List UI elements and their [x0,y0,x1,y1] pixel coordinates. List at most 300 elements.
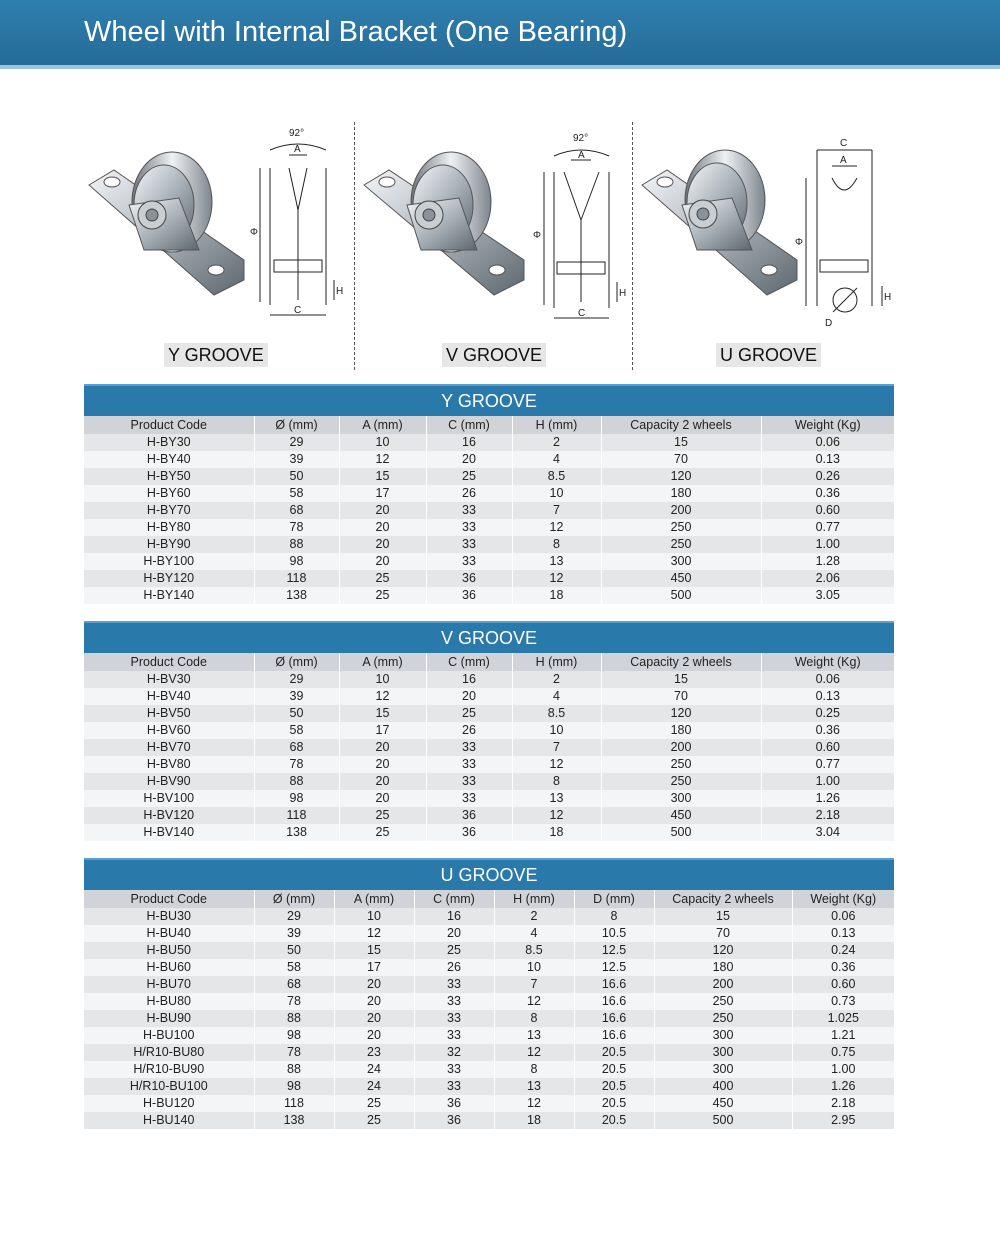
table-cell: 20 [339,536,426,553]
table-row [84,485,894,502]
table-cell: 33 [414,1027,494,1044]
table-cell: 0.13 [792,925,894,942]
table-cell: 20 [339,519,426,536]
table-cell: 70 [601,451,761,468]
table-cell: 300 [601,790,761,807]
table-cell: 1.00 [792,1061,894,1078]
table-cell: 25 [339,807,426,824]
table-cell: 39 [254,925,334,942]
table-cell: 0.13 [761,688,894,705]
table-cell: 70 [601,688,761,705]
table-cell: 250 [601,536,761,553]
column-header: Weight (Kg) [761,416,894,434]
table-cell: 200 [654,976,792,993]
table-cell: 20.5 [574,1044,654,1061]
table-cell: 200 [601,739,761,756]
product-code-cell: H-BU120 [84,1095,254,1112]
table-cell: 12 [339,688,426,705]
table-cell: 39 [254,451,339,468]
table-cell: 1.26 [792,1078,894,1095]
table-cell: 33 [414,1010,494,1027]
table-cell: 8.5 [494,942,574,959]
column-header: Capacity 2 wheels [654,890,792,908]
table-cell: 36 [426,824,512,841]
table-cell: 98 [254,1078,334,1095]
table-cell: 450 [601,570,761,587]
table-cell: 26 [426,722,512,739]
table-cell: 0.36 [761,722,894,739]
table-row [84,688,894,705]
table-cell: 17 [339,722,426,739]
table-cell: 12.5 [574,942,654,959]
table-row [84,976,894,993]
table-cell: 0.60 [761,739,894,756]
product-code-cell: H-BU90 [84,1010,254,1027]
table-cell: 10 [339,671,426,688]
table-cell: 10 [494,959,574,976]
v-label-h: H [619,288,627,299]
table-cell: 12 [494,993,574,1010]
product-code-cell: H-BV60 [84,722,254,739]
table-cell: 78 [254,1044,334,1061]
product-figures [84,110,894,380]
table-cell: 7 [512,502,601,519]
v-groove-caption: V GROOVE [442,343,546,367]
u-label-d: D [825,318,833,329]
table-row [84,993,894,1010]
table-row [84,671,894,688]
column-header: A (mm) [339,416,426,434]
product-code-cell: H-BU80 [84,993,254,1010]
table-cell: 13 [512,553,601,570]
table-cell: 0.73 [792,993,894,1010]
column-header: Product Code [84,416,254,434]
table-cell: 0.60 [761,502,894,519]
product-code-cell: H-BV30 [84,671,254,688]
product-code-cell: H-BY80 [84,519,254,536]
product-code-cell: H-BY100 [84,553,254,570]
product-code-cell: H-BU40 [84,925,254,942]
column-header: A (mm) [334,890,414,908]
u-groove-figure [637,110,894,340]
product-code-cell: H-BU140 [84,1112,254,1129]
product-code-cell: H-BY50 [84,468,254,485]
table-cell: 18 [512,824,601,841]
table-cell: 33 [426,790,512,807]
table-cell: 500 [654,1112,792,1129]
table-cell: 50 [254,468,339,485]
table-cell: 33 [426,553,512,570]
product-code-cell: H-BV140 [84,824,254,841]
table-row [84,434,894,451]
table-cell: 15 [339,468,426,485]
page-header [0,0,1000,69]
table-cell: 250 [601,756,761,773]
table-cell: 25 [339,824,426,841]
table-cell: 18 [512,587,601,604]
table-cell: 0.06 [792,908,894,925]
table-cell: 0.25 [761,705,894,722]
table-cell: 118 [254,1095,334,1112]
product-code-cell: H-BY30 [84,434,254,451]
table-cell: 33 [426,502,512,519]
table-cell: 300 [601,553,761,570]
table-cell: 13 [494,1027,574,1044]
table-cell: 36 [426,570,512,587]
product-code-cell: H-BY40 [84,451,254,468]
table-cell: 138 [254,824,339,841]
table-cell: 58 [254,722,339,739]
table-cell: 20.5 [574,1112,654,1129]
table-cell: 12 [512,807,601,824]
table-cell: 36 [414,1095,494,1112]
table-cell: 1.28 [761,553,894,570]
y-label-phi: Φ [250,227,258,238]
y-label-a: A [294,144,301,155]
table-row [84,773,894,790]
table-cell: 39 [254,688,339,705]
table-cell: 180 [654,959,792,976]
y-label-c: C [294,305,302,316]
table-cell: 138 [254,587,339,604]
table-cell: 450 [601,807,761,824]
u-groove-caption: U GROOVE [716,343,821,367]
table-cell: 24 [334,1078,414,1095]
table-cell: 20 [334,1010,414,1027]
table-cell: 118 [254,807,339,824]
v-label-a: A [578,150,585,161]
table-cell: 2 [512,671,601,688]
table-cell: 70 [654,925,792,942]
table-cell: 0.36 [761,485,894,502]
table-cell: 25 [414,942,494,959]
table-cell: 20 [334,1027,414,1044]
table-cell: 4 [494,925,574,942]
table-cell: 12 [512,519,601,536]
table-cell: 300 [654,1061,792,1078]
table-cell: 4 [512,451,601,468]
product-code-cell: H-BU70 [84,976,254,993]
u-groove-table [84,858,894,1129]
table-cell: 24 [334,1061,414,1078]
v-groove-table [84,621,894,841]
table-cell: 33 [414,976,494,993]
table-row [84,451,894,468]
table-cell: 16 [414,908,494,925]
product-code-cell: H-BU50 [84,942,254,959]
table-cell: 12 [494,1095,574,1112]
table-cell: 250 [654,993,792,1010]
table-row [84,722,894,739]
table-row [84,553,894,570]
table-cell: 8 [494,1061,574,1078]
table-cell: 4 [512,688,601,705]
table-header-row [84,653,894,671]
table-cell: 10 [334,908,414,925]
table-cell: 120 [601,468,761,485]
table-cell: 0.36 [792,959,894,976]
product-code-cell: H-BV40 [84,688,254,705]
table-row [84,1078,894,1095]
column-header: H (mm) [512,653,601,671]
table-cell: 50 [254,942,334,959]
table-cell: 33 [426,519,512,536]
v-groove-figure [359,110,629,340]
column-header: H (mm) [494,890,574,908]
table-row [84,756,894,773]
table-cell: 15 [334,942,414,959]
table-cell: 58 [254,959,334,976]
table-cell: 98 [254,553,339,570]
table-cell: 36 [414,1112,494,1129]
table-cell: 300 [654,1027,792,1044]
y-angle-label: 92° [289,128,305,139]
table-row [84,925,894,942]
table-cell: 15 [654,908,792,925]
table-cell: 250 [654,1010,792,1027]
table-cell: 98 [254,790,339,807]
product-code-cell: H-BY60 [84,485,254,502]
table-cell: 2.95 [792,1112,894,1129]
table-cell: 15 [601,671,761,688]
column-header: Weight (Kg) [792,890,894,908]
y-groove-table [84,384,894,604]
y-groove-figure [84,110,349,340]
column-header: Ø (mm) [254,653,339,671]
table-cell: 20 [339,502,426,519]
table-cell: 180 [601,722,761,739]
table-cell: 12.5 [574,959,654,976]
v-groove-table-title: V GROOVE [84,621,894,653]
table-cell: 1.26 [761,790,894,807]
table-cell: 36 [426,807,512,824]
table-cell: 0.77 [761,756,894,773]
table-cell: 1.21 [792,1027,894,1044]
table-cell: 2 [512,434,601,451]
table-cell: 3.05 [761,587,894,604]
table-cell: 98 [254,1027,334,1044]
table-cell: 12 [512,756,601,773]
product-code-cell: H-BU100 [84,1027,254,1044]
table-cell: 32 [414,1044,494,1061]
table-cell: 7 [494,976,574,993]
table-cell: 20 [426,688,512,705]
product-code-cell: H-BV90 [84,773,254,790]
table-row [84,570,894,587]
product-code-cell: H-BY90 [84,536,254,553]
table-cell: 26 [414,959,494,976]
table-cell: 2.18 [761,807,894,824]
table-cell: 0.26 [761,468,894,485]
table-cell: 88 [254,1010,334,1027]
y-groove-wheel-image [84,110,349,340]
u-label-c: C [840,138,848,149]
table-cell: 78 [254,756,339,773]
page-title: Wheel with Internal Bracket (One Bearing) [84,16,628,48]
table-cell: 33 [414,1061,494,1078]
table-row [84,519,894,536]
table-row [84,908,894,925]
product-code-cell: H-BU30 [84,908,254,925]
u-label-a: A [840,155,847,166]
table-cell: 33 [426,536,512,553]
table-cell: 180 [601,485,761,502]
column-header: C (mm) [426,416,512,434]
table-cell: 1.00 [761,536,894,553]
table-cell: 33 [426,773,512,790]
table-cell: 10.5 [574,925,654,942]
table-cell: 8 [512,536,601,553]
column-header: A (mm) [339,653,426,671]
table-cell: 20 [339,739,426,756]
column-header: C (mm) [426,653,512,671]
table-cell: 68 [254,739,339,756]
table-cell: 3.04 [761,824,894,841]
y-groove-caption: Y GROOVE [164,343,268,367]
v-label-c: C [578,308,586,319]
column-header: Capacity 2 wheels [601,416,761,434]
table-cell: 20 [334,976,414,993]
product-code-cell: H-BY120 [84,570,254,587]
table-cell: 16.6 [574,993,654,1010]
v-angle-label: 92° [573,133,589,144]
table-cell: 25 [334,1095,414,1112]
y-groove-table-title: Y GROOVE [84,384,894,416]
table-cell: 20.5 [574,1078,654,1095]
table-cell: 8.5 [512,468,601,485]
column-header: Product Code [84,653,254,671]
table-cell: 8.5 [512,705,601,722]
v-label-phi: Φ [533,230,541,241]
table-cell: 500 [601,587,761,604]
table-cell: 1.025 [792,1010,894,1027]
table-cell: 25 [339,587,426,604]
table-row [84,705,894,722]
table-cell: 88 [254,536,339,553]
table-cell: 13 [512,790,601,807]
table-cell: 12 [494,1044,574,1061]
table-cell: 120 [654,942,792,959]
table-cell: 500 [601,824,761,841]
table-row [84,1095,894,1112]
table-cell: 33 [426,739,512,756]
product-code-cell: H-BV70 [84,739,254,756]
table-cell: 0.77 [761,519,894,536]
table-cell: 25 [426,468,512,485]
u-label-phi: Φ [795,237,803,248]
table-row [84,790,894,807]
table-cell: 68 [254,976,334,993]
table-cell: 33 [414,1078,494,1095]
table-cell: 18 [494,1112,574,1129]
table-cell: 10 [339,434,426,451]
table-cell: 15 [339,705,426,722]
table-row [84,468,894,485]
table-row [84,1112,894,1129]
table-cell: 12 [339,451,426,468]
table-cell: 15 [601,434,761,451]
product-code-cell: H-BV80 [84,756,254,773]
table-cell: 2 [494,908,574,925]
product-code-cell: H/R10-BU90 [84,1061,254,1078]
u-groove-wheel-image [637,110,894,340]
table-cell: 33 [414,993,494,1010]
table-cell: 25 [339,570,426,587]
column-header: Capacity 2 wheels [601,653,761,671]
v-groove-wheel-image [359,110,629,340]
product-code-cell: H-BY140 [84,587,254,604]
table-cell: 0.06 [761,671,894,688]
y-label-h: H [336,286,344,297]
product-code-cell: H-BU60 [84,959,254,976]
table-header-row [84,890,894,908]
table-cell: 0.60 [792,976,894,993]
column-header: Ø (mm) [254,890,334,908]
table-cell: 250 [601,773,761,790]
table-cell: 20 [339,756,426,773]
table-cell: 400 [654,1078,792,1095]
table-cell: 50 [254,705,339,722]
table-cell: 16 [426,434,512,451]
table-cell: 16.6 [574,1010,654,1027]
table-cell: 26 [426,485,512,502]
table-cell: 20 [339,553,426,570]
table-cell: 2.18 [792,1095,894,1112]
figure-divider [632,122,633,370]
table-cell: 29 [254,671,339,688]
table-row [84,1027,894,1044]
table-cell: 88 [254,1061,334,1078]
table-cell: 250 [601,519,761,536]
table-cell: 20.5 [574,1061,654,1078]
table-row [84,587,894,604]
u-groove-table-title: U GROOVE [84,858,894,890]
table-row [84,824,894,841]
table-cell: 118 [254,570,339,587]
table-cell: 120 [601,705,761,722]
product-code-cell: H-BV50 [84,705,254,722]
table-row [84,807,894,824]
figure-divider [354,122,355,370]
column-header: Ø (mm) [254,416,339,434]
table-row [84,739,894,756]
table-cell: 300 [654,1044,792,1061]
table-cell: 138 [254,1112,334,1129]
table-cell: 0.75 [792,1044,894,1061]
table-cell: 58 [254,485,339,502]
column-header: Weight (Kg) [761,653,894,671]
table-cell: 10 [512,485,601,502]
table-row [84,959,894,976]
table-cell: 8 [574,908,654,925]
column-header: D (mm) [574,890,654,908]
product-code-cell: H/R10-BU80 [84,1044,254,1061]
table-row [84,1044,894,1061]
product-code-cell: H-BY70 [84,502,254,519]
table-cell: 12 [512,570,601,587]
table-row [84,536,894,553]
table-cell: 8 [512,773,601,790]
column-header: H (mm) [512,416,601,434]
table-cell: 20 [334,993,414,1010]
u-label-h: H [884,292,892,303]
table-cell: 0.06 [761,434,894,451]
table-cell: 0.24 [792,942,894,959]
table-cell: 20 [414,925,494,942]
table-cell: 17 [339,485,426,502]
table-cell: 78 [254,993,334,1010]
table-cell: 10 [512,722,601,739]
